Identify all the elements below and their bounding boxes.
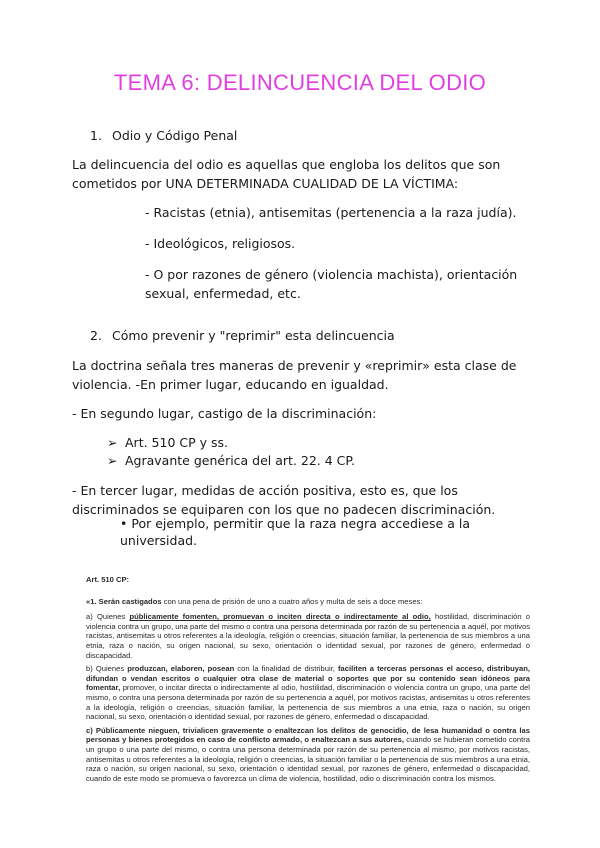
legal-a-rest: hostilidad, discriminación o violencia contra un grupo, una parte del mismo o contra una persona determinada por razón de su pertenencia a aquél, por motivos racistas, antisemitas u otros referentes a la ideología, religión o creencias, situación familiar, la pertenencia de sus miembros a una etnia, raza o nación, su origen nacional, su sexo, orientación o identidad sexual, por razones de género, enfermedad o discapacidad. [86, 612, 530, 660]
legal-a-bold: públicamente fomenten, promuevan o inciten directa o indirectamente al odio, [129, 612, 431, 622]
section-2-intro: La doctrina señala tres maneras de prevenir y «reprimir» esta clase de violencia. -En primer lugar, educando en igualdad. [72, 358, 517, 392]
section-2-heading [90, 328, 395, 343]
legal-b-bold-1: produzcan, elaboren, posean [127, 664, 235, 674]
legal-b-mid: con la finalidad de distribuir, [234, 664, 338, 674]
legal-paragraph-a [86, 612, 530, 660]
section-1-heading [90, 128, 237, 143]
legal-c-bold: c) Públicamente nieguen, trivialicen gravemente o enaltezcan los delitos de genocidio, de lesa humanidad o contra las personas y bienes protegidos en caso de conflicto armado, o enaltezcan a sus autores, [86, 725, 530, 745]
section-2-second-way: - En segundo lugar, castigo de la discriminación: [72, 406, 377, 421]
legal-intro [86, 597, 530, 607]
legal-c-rest: cuando se hubieran cometido contra un grupo o una parte del mismo, o contra una persona determinada por razón de su pertenencia al mismo, por motivos racistas, antisemitas u otros referentes a la ideología, religión o creencias, la situación familiar o la pertenencia de sus miembros a una etnia, raza o nación, su origen nacional, su sexo, orientación o identidad sexual, por razones de género, enfermedad o discapacidad, cuando de este modo se promueva o favorezca un clima de violencia, hostilidad, odio o discriminación contra los mismos. [86, 735, 530, 783]
section-1-number: 1. [90, 128, 102, 143]
arrow-item-1 [107, 435, 228, 450]
legal-article-label: Art. 510 CP: [86, 575, 130, 584]
arrow-item-2 [107, 453, 355, 468]
arrow-bullet-icon: ➢ [107, 435, 118, 450]
section-1-item-1: - Racistas (etnia), antisemitas (pertenencia a la raza judía). [145, 205, 517, 220]
section-1-item-3: - O por razones de género (violencia machista), orientación sexual, enfermedad, etc. [145, 267, 518, 301]
legal-b-rest: promover, o incitar directa o indirectamente al odio, hostilidad, discriminación o violencia contra un grupo, una parte del mismo, o contra una persona determinada por razón de su pertenencia a aquél, por motivos racistas, antisemitas u otros referentes a la ideología, religión o creencias, situación familiar, la pertenencia de sus miembros a una etnia, raza o nación, su origen nacional, su sexo, orientación o identidad sexual, por razones de género, enfermedad o discapacidad. [86, 683, 530, 722]
section-2-example-bullet: • Por ejemplo, permitir que la raza negra accediese a la universidad. [120, 516, 470, 548]
arrow-item-text: Agravante genérica del art. 22. 4 CP. [125, 453, 355, 468]
section-2-number: 2. [90, 328, 102, 343]
page-title: TEMA 6: DELINCUENCIA DEL ODIO [113, 70, 487, 95]
legal-b-pre: b) Quienes [86, 664, 128, 674]
section-1-title: Odio y Código Penal [111, 128, 238, 143]
legal-intro-bold: «1. Serán castigados [86, 596, 162, 606]
section-2-third-way: - En tercer lugar, medidas de acción positiva, esto es, que los discriminados se equiparen con los que no padecen discriminación. [72, 483, 496, 517]
legal-excerpt [86, 575, 530, 787]
legal-paragraph-b [86, 664, 530, 722]
legal-b-bold-2: faciliten a terceras personas el acceso, distribuyan, difundan o vendan escritos o cualquier otra clase de material o soportes que por su contenido sean idóneos para fomentar, [86, 664, 530, 693]
section-2-title: Cómo prevenir y "reprimir" esta delincuencia [111, 328, 395, 343]
legal-paragraph-c [86, 726, 530, 784]
legal-a-pre: a) Quienes [86, 612, 130, 622]
arrow-bullet-icon: ➢ [107, 453, 118, 468]
section-1-item-2: - Ideológicos, religiosos. [145, 236, 296, 251]
legal-intro-rest: con una pena de prisión de uno a cuatro años y multa de seis a doce meses: [161, 596, 423, 606]
section-1-intro: La delincuencia del odio es aquellas que engloba los delitos que son cometidos por UNA DETERMINADA CUALIDAD DE LA VÍCTIMA: [72, 157, 501, 191]
arrow-item-text: Art. 510 CP y ss. [125, 435, 228, 450]
